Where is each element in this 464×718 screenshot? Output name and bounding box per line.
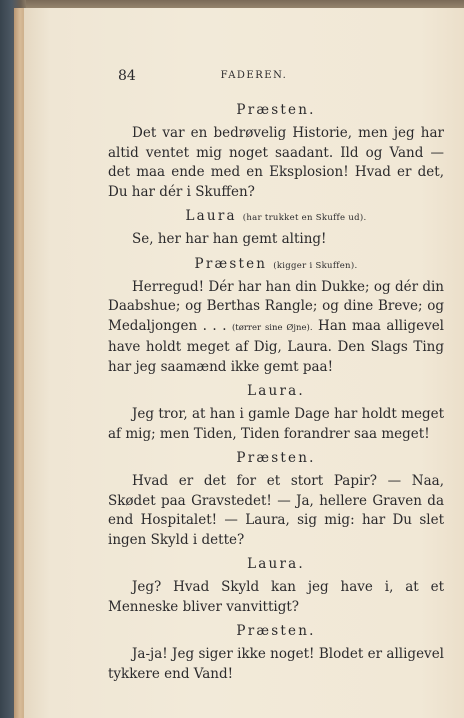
dialogue-line: Jeg tror, at han i gamle Dage har holdt meget af mig; men Tiden, Tiden forandrer saa meget!: [108, 406, 444, 442]
speaker-heading: [108, 444, 444, 472]
speaker-name: Laura.: [247, 383, 305, 399]
dialogue-line: Det var en bedrøvelig Historie, men jeg har altid ventet mig noget saadant. Ild og Vand — det maa ende med en Eksplosion! Hvad er det, Du har dér i Skuffen?: [108, 125, 444, 200]
speaker-name: Laura.: [247, 556, 305, 572]
dialogue-line: Hvad er det for et stort Papir? — Naa, Skødet paa Gravstedet! — Ja, hellere Graven da end Hospitalet! — Laura, sig mig: har Du slet ingen Skyld i dette?: [108, 473, 444, 548]
speaker-name: Præsten.: [236, 623, 316, 639]
dialogue-text: [108, 96, 444, 684]
speaker-name: Laura: [185, 208, 237, 224]
stage-direction: (kigger i Skuffen).: [273, 260, 358, 271]
speaker-heading: [108, 202, 444, 230]
dialogue-line: Ja-ja! Jeg siger ikke noget! Blodet er alligevel tykkere end Vand!: [108, 646, 444, 682]
speaker-name: Præsten.: [236, 102, 316, 118]
stage-direction: (har trukket en Skuffe ud).: [242, 213, 367, 223]
running-head: FADEREN.: [220, 70, 288, 81]
speaker-name: Præsten.: [236, 450, 316, 466]
dialogue-line: [108, 278, 444, 378]
speaker-name: Præsten: [194, 255, 268, 272]
page-number: 84: [118, 68, 136, 84]
dialogue-line: Jeg? Hvad Skyld kan jeg have i, at et Menneske bliver vanvittigt?: [108, 579, 444, 615]
speaker-heading: [108, 250, 444, 278]
dialogue-line-part: Han maa alligevel have holdt meget af Dig, Laura. Den Slags Ting har jeg saamænd ikke gemt paa!: [108, 317, 445, 375]
speaker-heading: [108, 617, 444, 645]
speaker-heading: [108, 550, 444, 578]
page-header: [24, 68, 464, 88]
inline-stage-direction: (tørrer sine Øjne).: [231, 322, 313, 333]
speaker-heading: [108, 377, 444, 405]
book-page: [24, 8, 464, 718]
speaker-heading: [108, 96, 444, 124]
dialogue-line-part: Herregud! Dér har han din Dukke; og dér din Daabshue; og Berthas Rangle; og dine Breve; og Medaljongen . . .: [108, 278, 444, 334]
dialogue-line: Se, her har han gemt alting!: [132, 231, 327, 247]
